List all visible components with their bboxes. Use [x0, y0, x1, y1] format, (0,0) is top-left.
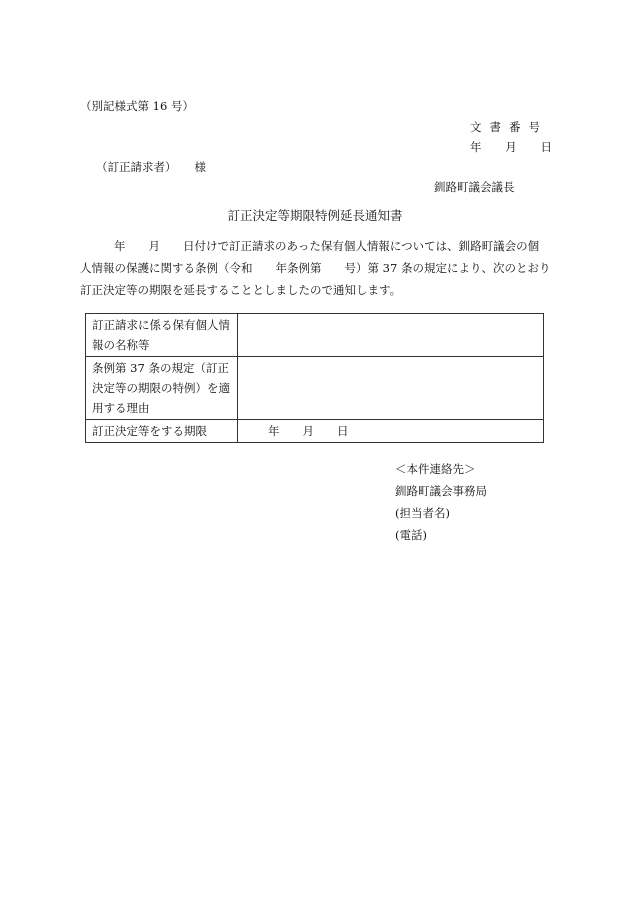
row-label: 訂正決定等をする期限 [86, 420, 238, 443]
document-number-label: 文書番号 [470, 120, 548, 134]
form-number: （別記様式第 16 号） [80, 99, 194, 113]
row-value [238, 314, 544, 357]
details-table [85, 313, 544, 443]
issue-date [470, 139, 552, 155]
addressee-name: （訂正請求者） [96, 160, 177, 174]
addressee-honorific: 様 [194, 160, 206, 174]
addressee [96, 159, 206, 175]
contact-block [395, 458, 487, 546]
table-row [86, 420, 544, 443]
contact-heading: ＜本件連絡先＞ [395, 462, 476, 476]
sender-name: 釧路町議会議長 [434, 180, 515, 194]
table-row [86, 314, 544, 357]
body-line-3: 訂正決定等の期限を延長することとしましたので通知します。 [80, 283, 402, 297]
date-month-label: 月 [505, 140, 517, 154]
date-year-label: 年 [470, 140, 482, 154]
body-line-1: 年 月 日付けで訂正請求のあった保有個人情報については、釧路町議会の個 [114, 239, 540, 253]
body-line-2: 人情報の保護に関する条例（令和 年条例第 号）第 37 条の規定により、次のとおり [80, 261, 551, 275]
contact-office: 釧路町議会事務局 [395, 484, 487, 498]
document-title: 訂正決定等期限特例延長通知書 [227, 208, 403, 223]
notice-body [80, 235, 550, 301]
contact-person: (担当者名) [395, 506, 450, 520]
row-label: 条例第 37 条の規定（訂正決定等の期限の特例）を適用する理由 [86, 357, 238, 420]
table-row [86, 357, 544, 420]
row-value [238, 357, 544, 420]
row-label: 訂正請求に係る保有個人情報の名称等 [86, 314, 238, 357]
date-day-label: 日 [540, 140, 552, 154]
contact-phone: (電話) [395, 528, 427, 542]
row-value: 年 月 日 [238, 420, 544, 443]
